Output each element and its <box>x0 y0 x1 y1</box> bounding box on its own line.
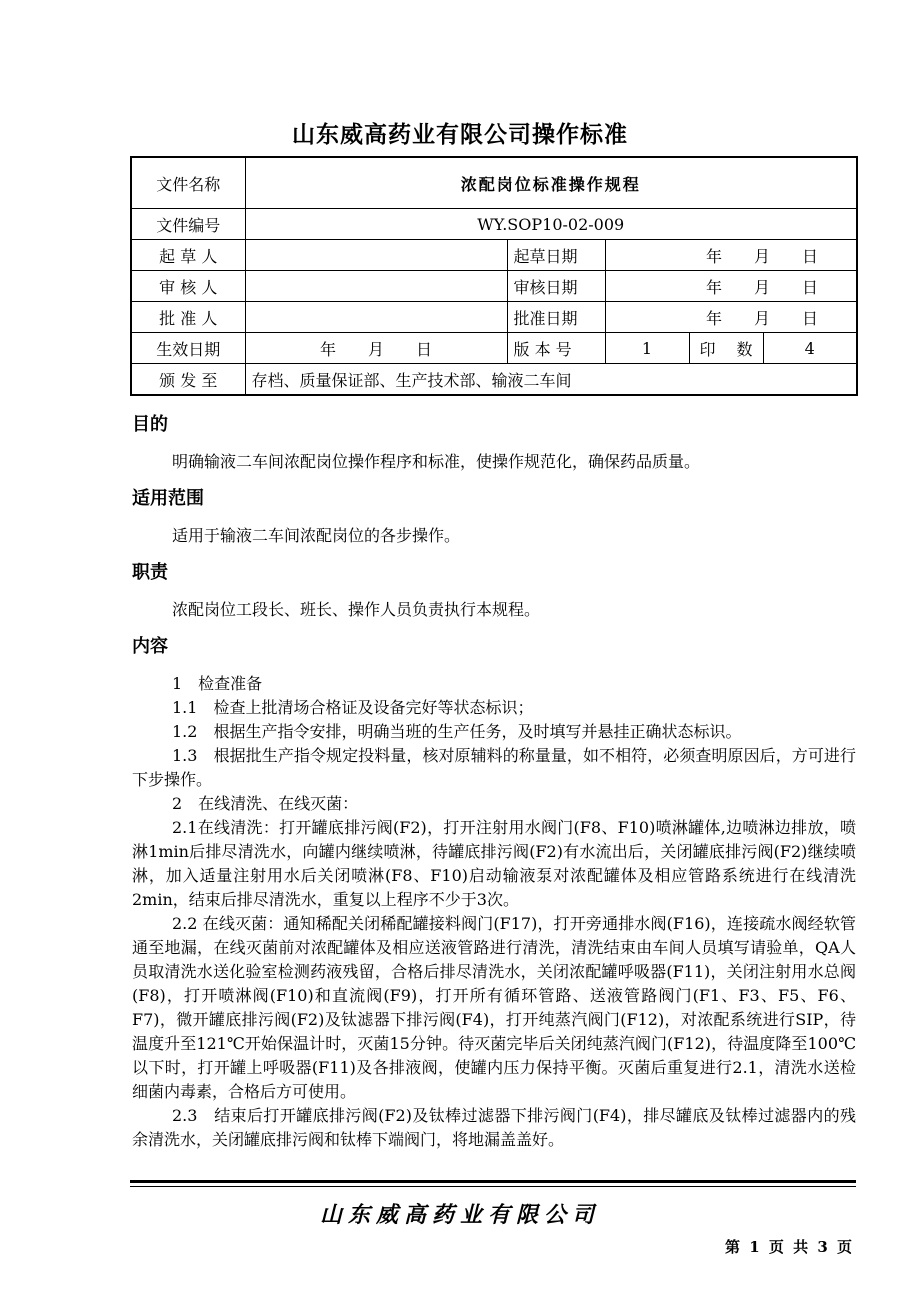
effective-date-value: 年 月 日 <box>245 333 507 364</box>
drafter-label: 起 草 人 <box>131 240 245 271</box>
page-number: 第 1 页 共 3 页 <box>725 1238 854 1256</box>
footer-company-name: 山东威高药业有限公司 <box>319 1202 600 1228</box>
distribute-label: 颁 发 至 <box>131 364 245 396</box>
company-standard-title: 山东威高药业有限公司操作标准 <box>292 122 628 148</box>
reviewer-label: 审 核 人 <box>131 271 245 302</box>
approve-date-label: 批准日期 <box>507 302 605 333</box>
content-paragraph: 2.2 在线灭菌：通知稀配关闭稀配罐接料阀门(F17)，打开旁通排水阀(F16)，连接疏水阀经软管通至地漏，在线灭菌前对浓配罐体及相应送液管路进行清洗，清洗结束由车间人员填写请验单，QA人员取清洗水送化验室检测药液残留，合格后排尽清洗水，关闭浓配罐呼吸器(F11)，关闭注射用水总阀(F8)，打开喷淋阀(F10)和直流阀(F9)，打开所有循环管路、送液管路阀门(F1、F3、F5、F6、F7)，微开罐底排污阀(F2)及钛滤器下排污阀(F4)，打开纯蒸汽阀门(F12)，对浓配系统进行SIP，待温度升至121℃开始保温计时，灭菌15分钟。待灭菌完毕后关闭纯蒸汽阀门(F12)，待温度降至100℃以下时，打开罐上呼吸器(F11)及各排液阀，使罐内压力保持平衡。灭菌后重复进行2.1，清洗水送检细菌内毒素，合格后方可使用。 <box>132 914 856 1101</box>
content-paragraph: 2.3 结束后打开罐底排污阀(F2)及钛棒过滤器下排污阀门(F4)，排尽罐底及钛棒过滤器内的残余清洗水，关闭罐底排污阀和钛棒下端阀门，将地漏盖盖好。 <box>132 1106 856 1149</box>
effective-date-label: 生效日期 <box>131 333 245 364</box>
approve-date-value: 年 月 日 <box>605 302 857 333</box>
scope-heading: 适用范围 <box>132 488 204 509</box>
drafter-value <box>245 240 507 271</box>
footer-divider-thick <box>130 1180 856 1183</box>
prints-value: 4 <box>763 333 857 364</box>
document-info-table <box>130 156 858 396</box>
draft-date-value: 年 月 日 <box>605 240 857 271</box>
duty-heading: 职责 <box>132 562 168 583</box>
review-date-label: 审核日期 <box>507 271 605 302</box>
version-label: 版 本 号 <box>507 333 605 364</box>
file-name-label: 文件名称 <box>131 157 245 209</box>
footer-divider-thin <box>130 1186 856 1187</box>
approver-label: 批 准 人 <box>131 302 245 333</box>
content-paragraph: 1.1 检查上批清场合格证及设备完好等状态标识； <box>172 698 534 717</box>
content-paragraph: 1.3 根据批生产指令规定投料量，核对原辅料的称量量，如不相符，必须查明原因后，方可进行下步操作。 <box>132 746 856 789</box>
file-number: WY.SOP10-02-009 <box>245 209 857 240</box>
version-value: 1 <box>605 333 689 364</box>
document-body <box>132 406 856 1152</box>
purpose-text: 明确输液二车间浓配岗位操作程序和标准，使操作规范化，确保药品质量。 <box>172 452 701 471</box>
distribute-to-value: 存档、质量保证部、生产技术部、输液二车间 <box>245 364 857 396</box>
reviewer-value <box>245 271 507 302</box>
duty-text: 浓配岗位工段长、班长、操作人员负责执行本规程。 <box>172 600 541 619</box>
document-name: 浓配岗位标准操作规程 <box>245 157 857 209</box>
content-heading: 内容 <box>132 636 168 657</box>
purpose-heading: 目的 <box>132 414 168 435</box>
content-paragraph: 1 检查准备 <box>172 674 263 693</box>
prints-label: 印 数 <box>689 333 763 364</box>
draft-date-label: 起草日期 <box>507 240 605 271</box>
scope-text: 适用于输液二车间浓配岗位的各步操作。 <box>172 526 461 545</box>
review-date-value: 年 月 日 <box>605 271 857 302</box>
content-paragraph: 2.1在线清洗：打开罐底排污阀(F2)，打开注射用水阀门(F8、F10)喷淋罐体,边喷淋边排放，喷淋1min后排尽清洗水，向罐内继续喷淋，待罐底排污阀(F2)有水流出后，关闭罐底排污阀(F2)继续喷淋，加入适量注射用水后关闭喷淋(F8、F10)启动输液泵对浓配罐体及相应管路系统进行在线清洗2min，结束后排尽清洗水，重复以上程序不少于3次。 <box>132 818 856 909</box>
file-number-label: 文件编号 <box>131 209 245 240</box>
content-paragraph: 1.2 根据生产指令安排，明确当班的生产任务，及时填写并悬挂正确状态标识。 <box>172 722 742 741</box>
content-paragraph: 2 在线清洗、在线灭菌： <box>172 794 359 813</box>
approver-value <box>245 302 507 333</box>
content-body <box>132 672 856 1152</box>
